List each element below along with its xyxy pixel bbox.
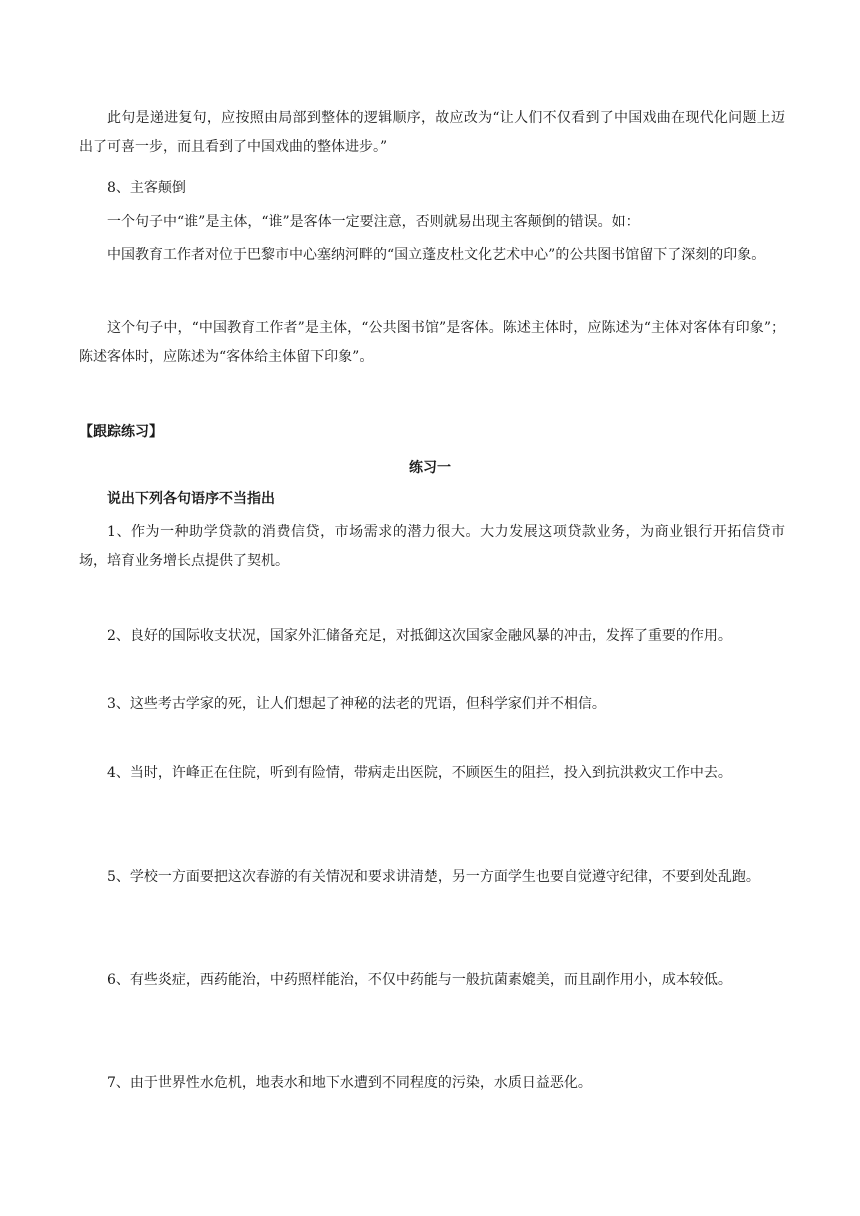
explanation-paragraph: 此句是递进复句，应按照由局部到整体的逻辑顺序，故应改为“让人们不仅看到了中国戏曲在现代化问题上迈出了可喜一步，而且看到了中国戏曲的整体进步。” bbox=[79, 110, 785, 155]
exercise-item-7: 7、由于世界性水危机，地表水和地下水遭到不同程度的污染，水质日益恶化。 bbox=[107, 1075, 592, 1091]
exercise-item-5: 5、学校一方面要把这次春游的有关情况和要求讲清楚，另一方面学生也要自觉遵守纪律，不要到处乱跑。 bbox=[107, 869, 760, 885]
exercise-title: 练习一 bbox=[409, 460, 451, 476]
exercise-item-6: 6、有些炎症，西药能治，中药照样能治，不仅中药能与一般抗菌素媲美，而且副作用小，成本较低。 bbox=[107, 972, 732, 988]
heading-subject-object-inversion: 8、主客颠倒 bbox=[107, 180, 186, 196]
exercise-item-3: 3、这些考古学家的死，让人们想起了神秘的法老的咒语，但科学家们并不相信。 bbox=[107, 696, 606, 712]
exercise-item-2: 2、良好的国际收支状况，国家外汇储备充足，对抵御这次国家金融风暴的冲击，发挥了重要的作用。 bbox=[107, 628, 732, 644]
section-label: 【跟踪练习】 bbox=[79, 424, 163, 440]
rule-paragraph: 一个句子中“谁”是主体，“谁”是客体一定要注意，否则就易出现主客颠倒的错误。如： bbox=[107, 214, 640, 230]
exercise-item-4: 4、当时，许峰正在住院，听到有险情，带病走出医院，不顾医生的阻拦，投入到抗洪救灾工作中去。 bbox=[107, 765, 732, 781]
exercise-instruction: 说出下列各句语序不当指出 bbox=[107, 491, 275, 507]
example-sentence: 中国教育工作者对位于巴黎市中心塞纳河畔的“国立蓬皮杜文化艺术中心”的公共图书馆留下了深刻的印象。 bbox=[107, 247, 766, 263]
analysis-paragraph: 这个句子中，“中国教育工作者”是主体，“公共图书馆”是客体。陈述主体时，应陈述为“主体对客体有印象”；陈述客体时，应陈述为“客体给主体留下印象”。 bbox=[79, 320, 785, 365]
exercise-item-1: 1、作为一种助学贷款的消费信贷，市场需求的潜力很大。大力发展这项贷款业务，为商业银行开拓信贷市场，培育业务增长点提供了契机。 bbox=[79, 524, 785, 569]
